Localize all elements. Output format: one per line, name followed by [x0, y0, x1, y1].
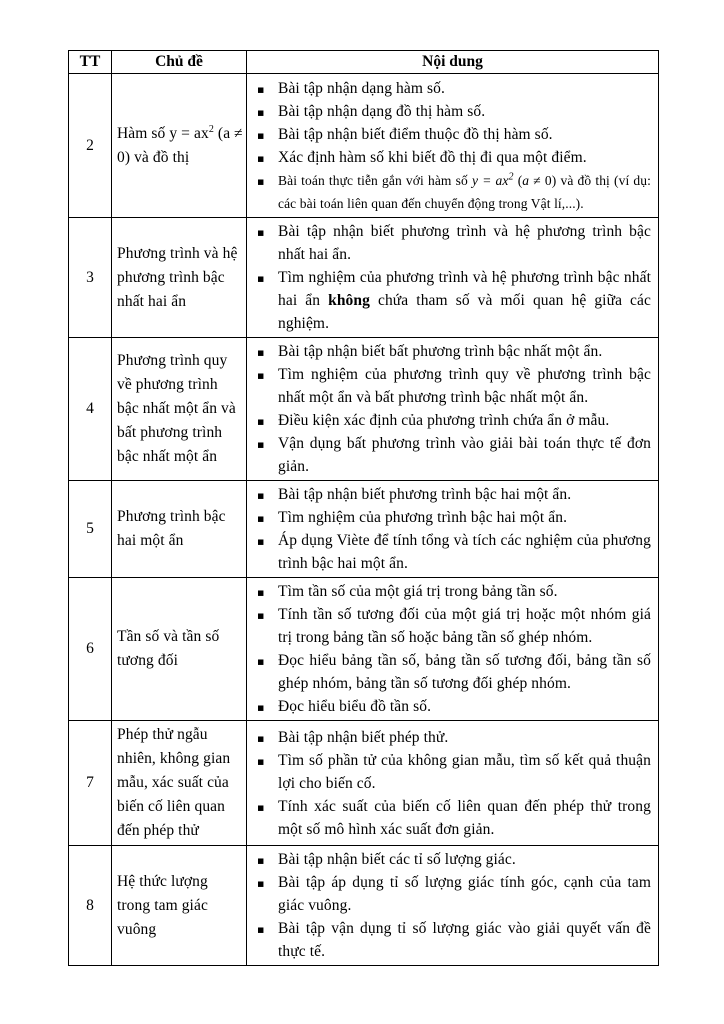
topic-cell [112, 74, 247, 218]
list-item-text: Bài tập nhận biết phương trình bậc hai một ẩn. [278, 486, 572, 503]
list-item [247, 749, 651, 795]
square-bullet-icon: ▪ [257, 923, 265, 936]
topic-text: Hàm số $y = ax^2$ (a ≠ 0) và đồ thị [117, 123, 243, 166]
table-body [69, 74, 659, 966]
row-number-cell: 7 [69, 721, 112, 846]
list-item [247, 220, 651, 266]
list-item-text: Bài tập nhận biết phép thử. [278, 728, 449, 746]
list-item [247, 146, 651, 169]
square-bullet-icon: ▪ [257, 369, 265, 382]
topics-table [68, 50, 659, 966]
list-item [247, 917, 651, 963]
list-item-text: Điều kiện xác định của phương trình chứa ẩn ở mẫu. [278, 412, 610, 429]
list-item [247, 649, 651, 695]
list-item-text: Bài tập vận dụng tỉ số lượng giác vào giải quyết vấn đề thực tế. [278, 920, 651, 960]
square-bullet-icon: ▪ [257, 586, 265, 599]
list-item [247, 871, 651, 917]
table-row [69, 578, 659, 721]
row-number-cell: 4 [69, 338, 112, 481]
list-item-text: Bài tập nhận dạng hàm số. [278, 79, 445, 97]
list-item-text: Tính xác suất của biến cố liên quan đến phép thử trong một số mô hình xác suất đơn giản. [278, 797, 651, 838]
list-item-text: Tìm số phần tử của không gian mẫu, tìm số kết quả thuận lợi cho biến cố. [278, 751, 651, 792]
square-bullet-icon: ▪ [257, 346, 265, 359]
bullet-list [247, 483, 651, 575]
content-cell [247, 846, 659, 966]
bullet-list [247, 726, 651, 841]
bullet-list [247, 580, 651, 718]
square-bullet-icon: ▪ [257, 489, 265, 502]
list-item [247, 603, 651, 649]
list-item-text: Bài tập nhận biết phương trình và hệ phương trình bậc nhất hai ẩn. [278, 223, 651, 263]
topic-text: Phương trình quy về phương trình bậc nhất một ẩn và bất phương trình bậc nhất một ẩn [117, 352, 236, 465]
content-cell [247, 74, 659, 218]
list-item [247, 483, 651, 506]
list-item [247, 409, 651, 432]
square-bullet-icon: ▪ [257, 535, 265, 548]
square-bullet-icon: ▪ [257, 701, 265, 714]
table-row [69, 74, 659, 218]
content-cell [247, 578, 659, 721]
table-row [69, 218, 659, 338]
list-item [247, 695, 651, 718]
list-item-text: Đọc hiểu bảng tần số, bảng tần số tương đối, bảng tần số ghép nhóm, bảng tần số tương đối ghép nhóm. [278, 652, 651, 692]
square-bullet-icon: ▪ [257, 512, 265, 525]
bullet-list [247, 340, 651, 478]
list-item-text: Xác định hàm số khi biết đồ thị đi qua một điểm. [278, 148, 587, 166]
square-bullet-icon: ▪ [257, 174, 265, 188]
topic-text: Tần số và tần số tương đối [117, 628, 220, 669]
square-bullet-icon: ▪ [257, 272, 265, 285]
table-row [69, 846, 659, 966]
table-header [69, 51, 659, 74]
list-item [247, 726, 651, 749]
header-topic: Chủ đề [112, 51, 247, 74]
list-item-text: Tìm tần số của một giá trị trong bảng tần số. [278, 583, 558, 600]
square-bullet-icon: ▪ [257, 800, 265, 814]
row-number-cell: 6 [69, 578, 112, 721]
list-item [247, 100, 651, 123]
list-item [247, 169, 651, 215]
list-item-text: Bài tập nhận dạng đồ thị hàm số. [278, 102, 486, 120]
list-item-text: Đọc hiểu biểu đồ tần số. [278, 698, 432, 715]
square-bullet-icon: ▪ [257, 151, 265, 165]
list-item [247, 123, 651, 146]
square-bullet-icon: ▪ [257, 609, 265, 622]
list-item-text: Tìm nghiệm của phương trình và hệ phương trình bậc nhất hai ẩn không chứa tham số và mối quan hệ giữa các nghiệm. [278, 269, 651, 332]
square-bullet-icon: ▪ [257, 438, 265, 451]
row-number-cell: 3 [69, 218, 112, 338]
list-item-text: Bài tập áp dụng tỉ số lượng giác tính góc, cạnh của tam giác vuông. [278, 874, 651, 914]
row-number-cell: 5 [69, 481, 112, 578]
row-number-cell: 8 [69, 846, 112, 966]
row-number-cell: 2 [69, 74, 112, 218]
content-cell [247, 218, 659, 338]
bullet-list [247, 220, 651, 335]
list-item-text: Áp dụng Viète để tính tổng và tích các nghiệm của phương trình bậc hai một ẩn. [278, 532, 651, 572]
list-item-text: Bài tập nhận biết điểm thuộc đồ thị hàm số. [278, 125, 553, 143]
square-bullet-icon: ▪ [257, 655, 265, 668]
bullet-list [247, 848, 651, 963]
content-cell [247, 481, 659, 578]
list-item-text: Vận dụng bất phương trình vào giải bài toán thực tế đơn giản. [278, 435, 651, 475]
list-item [247, 848, 651, 871]
topic-text: Phép thử ngẫu nhiên, không gian mẫu, xác suất của biến cố liên quan đến phép thử [117, 726, 231, 839]
list-item-text: Bài tập nhận biết bất phương trình bậc nhất một ẩn. [278, 343, 603, 360]
list-item [247, 340, 651, 363]
list-item [247, 363, 651, 409]
square-bullet-icon: ▪ [257, 105, 265, 119]
square-bullet-icon: ▪ [257, 877, 265, 890]
square-bullet-icon: ▪ [257, 82, 265, 96]
header-content: Nội dung [247, 51, 659, 74]
topic-cell [112, 578, 247, 721]
list-item [247, 432, 651, 478]
header-tt: TT [69, 51, 112, 74]
square-bullet-icon: ▪ [257, 854, 265, 867]
square-bullet-icon: ▪ [257, 415, 265, 428]
list-item [247, 529, 651, 575]
list-item-text: Tìm nghiệm của phương trình bậc hai một ẩn. [278, 509, 568, 526]
topic-text: Phương trình bậc hai một ẩn [117, 508, 226, 549]
list-item [247, 795, 651, 841]
content-cell [247, 721, 659, 846]
list-item [247, 266, 651, 335]
topic-cell [112, 846, 247, 966]
table-row [69, 721, 659, 846]
topic-cell [112, 721, 247, 846]
table-row [69, 481, 659, 578]
square-bullet-icon: ▪ [257, 226, 265, 239]
table-row [69, 338, 659, 481]
list-item-text: Tìm nghiệm của phương trình quy về phương trình bậc nhất một ẩn và bất phương trình bậc nhất một ẩn. [278, 366, 651, 406]
list-item [247, 77, 651, 100]
list-item [247, 506, 651, 529]
content-cell [247, 338, 659, 481]
bullet-list [247, 77, 651, 215]
topic-cell [112, 338, 247, 481]
header-row [69, 51, 659, 74]
topic-cell [112, 481, 247, 578]
list-item [247, 580, 651, 603]
square-bullet-icon: ▪ [257, 128, 265, 142]
list-item-text: Bài tập nhận biết các tỉ số lượng giác. [278, 851, 516, 868]
topic-text: Hệ thức lượng trong tam giác vuông [117, 872, 208, 938]
list-item-text: Bài toán thực tiễn gắn với hàm số $y = ax^2$ (a ≠ 0) và đồ thị (ví dụ: các bài toán liên quan đến chuyển động trong Vật lí,...). [278, 171, 651, 211]
square-bullet-icon: ▪ [257, 731, 265, 745]
topic-text: Phương trình và hệ phương trình bậc nhất hai ẩn [117, 244, 238, 310]
topic-cell [112, 218, 247, 338]
list-item-text: Tính tần số tương đối của một giá trị hoặc một nhóm giá trị trong bảng tần số hoặc bảng tần số ghép nhóm. [278, 606, 651, 646]
square-bullet-icon: ▪ [257, 754, 265, 768]
